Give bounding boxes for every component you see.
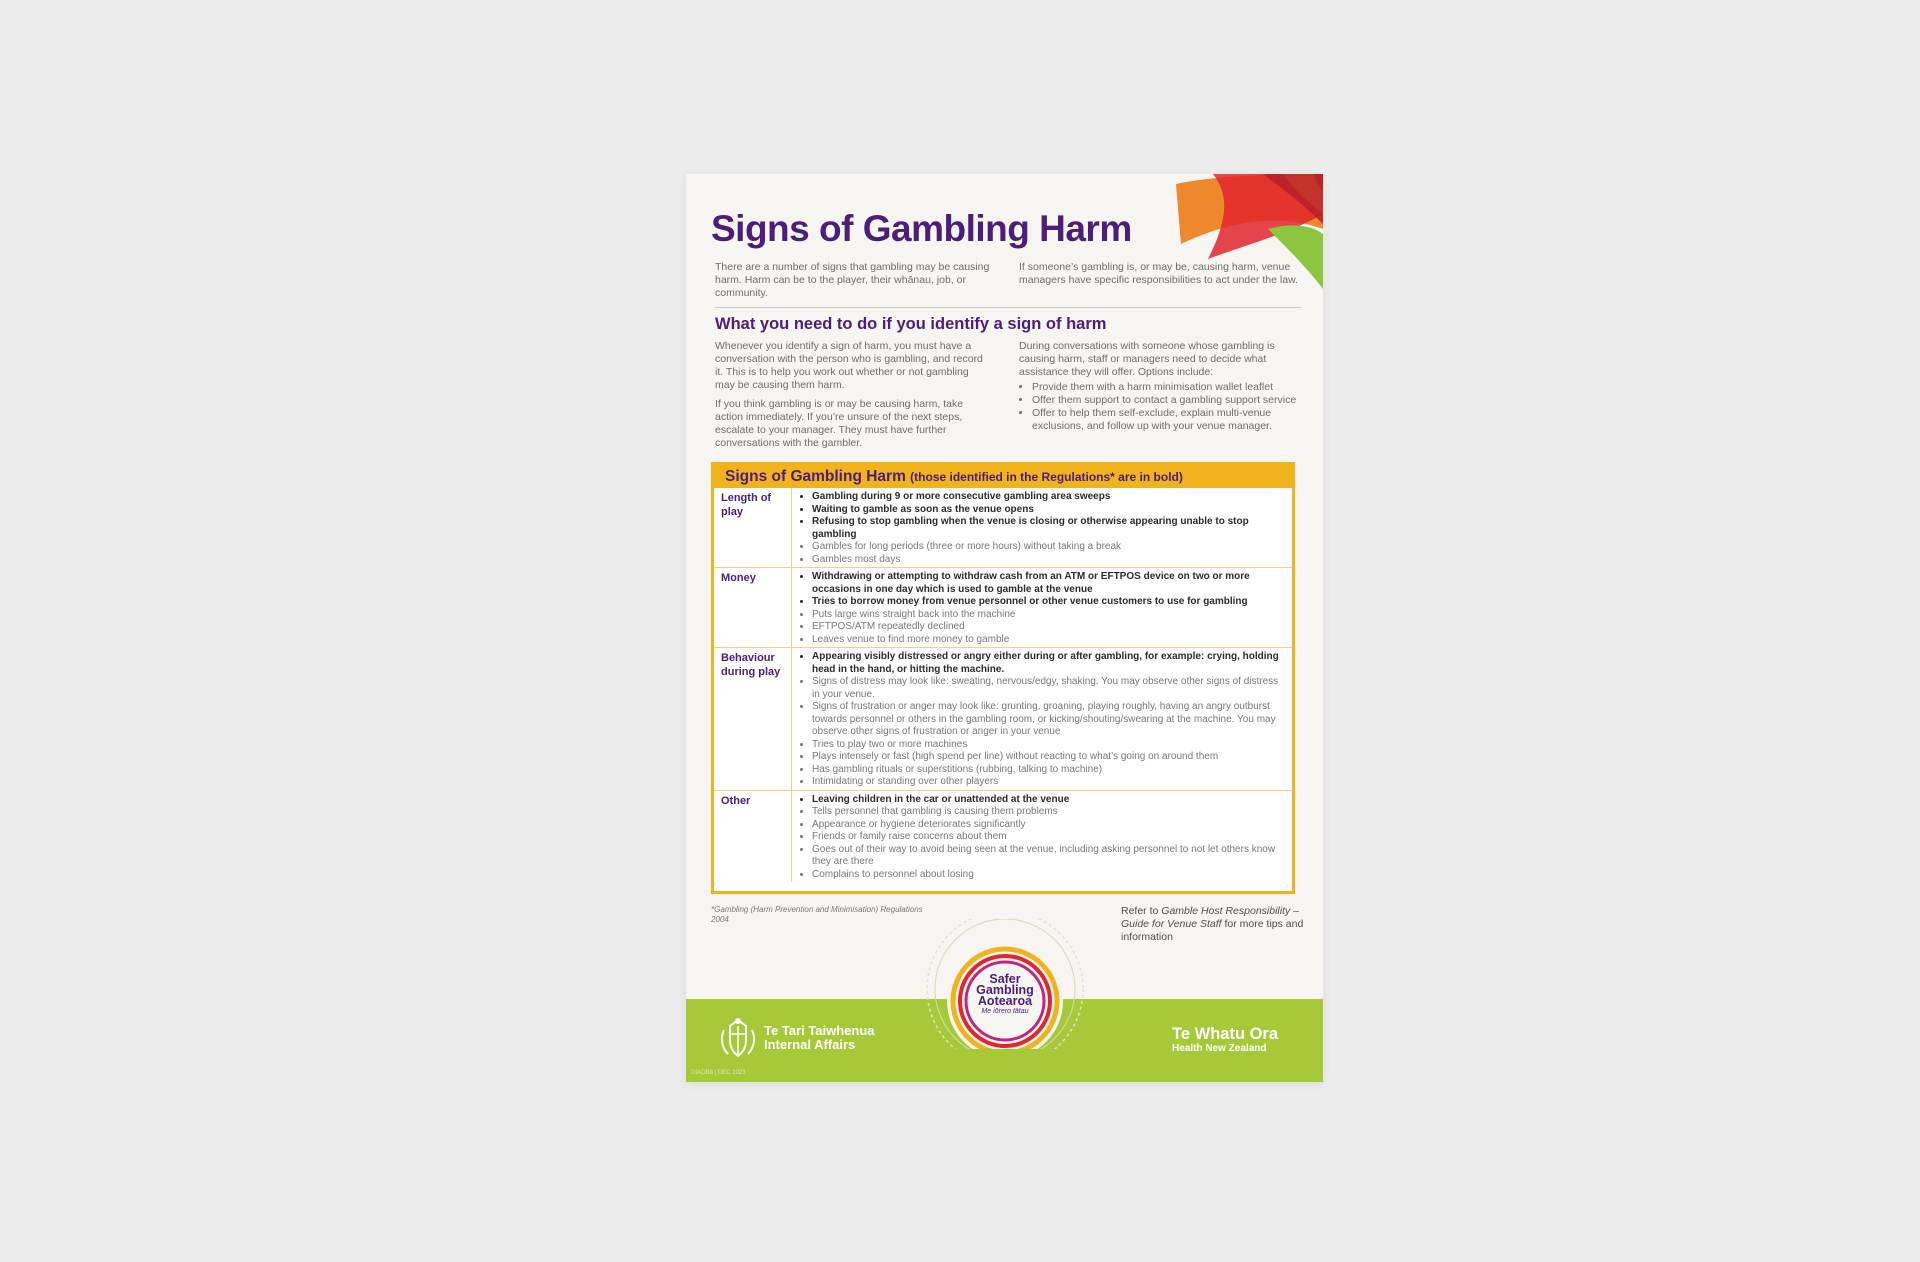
page-title: Signs of Gambling Harm bbox=[711, 208, 1132, 249]
logo-line: Te Tari Taiwhenua bbox=[764, 1023, 875, 1038]
list-item: • Puts large wins straight back into the machine bbox=[812, 609, 1286, 622]
list-item: • Appearance or hygiene deteriorates significantly bbox=[812, 819, 1286, 832]
signs-list bbox=[796, 491, 1286, 566]
list-item: • Withdrawing or attempting to withdraw cash from an ATM or EFTPOS device on two or more occasions in one day which is used to gamble at the venue bbox=[812, 571, 1286, 596]
list-item: • Tries to borrow money from venue personnel or other venue customers to use for gambling bbox=[812, 596, 1286, 609]
list-item: • Refusing to stop gambling when the venue is closing or otherwise appearing unable to stop gambling bbox=[812, 516, 1286, 541]
row-label: Length of play bbox=[714, 488, 792, 567]
signs-table bbox=[711, 462, 1295, 894]
row-label: Other bbox=[714, 791, 792, 883]
row-items bbox=[792, 568, 1292, 647]
list-item: • Offer to help them self-exclude, explain multi-venue exclusions, and follow up with your venue manager. bbox=[1032, 407, 1306, 433]
table-body bbox=[714, 488, 1292, 882]
row-items bbox=[792, 791, 1292, 883]
logo-line: Te Whatu Ora bbox=[1172, 1025, 1279, 1043]
list-item: • Tries to play two or more machines bbox=[812, 739, 1286, 752]
signs-list bbox=[796, 794, 1286, 882]
divider bbox=[715, 307, 1301, 308]
list-item: • Gambles most days bbox=[812, 554, 1286, 567]
row-items bbox=[792, 648, 1292, 790]
list-item: • EFTPOS/ATM repeatedly declined bbox=[812, 621, 1286, 634]
list-item: • Friends or family raise concerns about them bbox=[812, 831, 1286, 844]
table-note: (those identified in the Regulations* are in bold) bbox=[910, 470, 1183, 484]
list-item: • Leaves venue to find more money to gamble bbox=[812, 634, 1286, 647]
list-item: • Waiting to gamble as soon as the venue opens bbox=[812, 504, 1286, 517]
list-item: • Has gambling rituals or superstitions (rubbing, talking to machine) bbox=[812, 764, 1286, 777]
table-row bbox=[714, 791, 1292, 883]
section-left-column bbox=[715, 340, 990, 456]
list-item: • Signs of frustration or anger may look like: grunting, groaning, playing roughly, having an angry outburst towards personnel or others in the gambling room, or kicking/shouting/swearing at the machine. You may observe other signs of frustration or anger in your venue bbox=[812, 701, 1286, 739]
refer-note bbox=[1121, 905, 1306, 944]
list-item: • Leaving children in the car or unattended at the venue bbox=[812, 794, 1286, 807]
logo-line: Safer bbox=[989, 972, 1021, 986]
list-item: • Plays intensely or fast (high spend per line) without reacting to what’s going on around them bbox=[812, 751, 1286, 764]
table-title: Signs of Gambling Harm bbox=[725, 468, 906, 485]
list-item: • Provide them with a harm minimisation wallet leaflet bbox=[1032, 381, 1306, 394]
section-right-column bbox=[1019, 340, 1306, 433]
list-item: • Gambles for long periods (three or more hours) without taking a break bbox=[812, 541, 1286, 554]
te-whatu-ora-logo bbox=[1172, 1026, 1278, 1055]
document-code: DIAOB8 | DEC 2023 bbox=[691, 1070, 746, 1076]
poster-sheet bbox=[686, 174, 1323, 1082]
table-header bbox=[714, 465, 1292, 488]
table-row bbox=[714, 568, 1292, 648]
signs-list bbox=[796, 571, 1286, 646]
safer-gambling-logo bbox=[969, 974, 1041, 1016]
options-list bbox=[1019, 381, 1306, 433]
coat-of-arms-icon bbox=[716, 1016, 760, 1060]
list-item: • Tells personnel that gambling is causing them problems bbox=[812, 806, 1286, 819]
paragraph: Whenever you identify a sign of harm, you must have a conversation with the person who is gambling, and record it. This is to help you work out whether or not gambling may be causing them harm. bbox=[715, 340, 983, 391]
internal-affairs-logo bbox=[716, 1016, 875, 1060]
signs-list bbox=[796, 651, 1286, 789]
row-label: Behaviour during play bbox=[714, 648, 792, 790]
footnote: *Gambling (Harm Prevention and Minimisation) Regulations 2004 bbox=[711, 905, 923, 924]
list-item: • Intimidating or standing over other players bbox=[812, 776, 1286, 789]
list-item: • Appearing visibly distressed or angry either during or after gambling, for example: crying, holding head in the hand, or hitting the machine. bbox=[812, 651, 1286, 676]
logo-line: Internal Affairs bbox=[764, 1037, 856, 1052]
guide-title: Gamble Host Responsibility – Guide for Venue Staff bbox=[1121, 905, 1300, 930]
logo-line: Gambling bbox=[976, 983, 1034, 997]
logo-line: Health New Zealand bbox=[1172, 1043, 1267, 1054]
section-heading: What you need to do if you identify a sign of harm bbox=[715, 315, 1107, 333]
table-row bbox=[714, 488, 1292, 568]
refer-prefix: Refer to bbox=[1121, 905, 1162, 917]
intro-right-text: If someone’s gambling is, or may be, causing harm, venue managers have specific responsibilities to act under the law. bbox=[1019, 261, 1298, 286]
paragraph: During conversations with someone whose gambling is causing harm, staff or managers need to decide what assistance they will offer. Options include: bbox=[1019, 340, 1275, 378]
table-row bbox=[714, 648, 1292, 791]
list-item: • Complains to personnel about losing bbox=[812, 869, 1286, 882]
paragraph: If you think gambling is or may be causing harm, take action immediately. If you’re unsure of the next steps, escalate to your manager. They must have further conversations with the gambler. bbox=[715, 398, 964, 449]
row-label: Money bbox=[714, 568, 792, 647]
logo-line: Aotearoa bbox=[977, 994, 1033, 1008]
list-item: • Goes out of their way to avoid being seen at the venue, including asking personnel to not let others know they are there bbox=[812, 844, 1286, 869]
row-items bbox=[792, 488, 1292, 567]
list-item: • Signs of distress may look like: sweating, nervous/edgy, shaking. You may observe other signs of distress in your venue. bbox=[812, 676, 1286, 701]
list-item: • Gambling during 9 or more consecutive gambling area sweeps bbox=[812, 491, 1286, 504]
refer-suffix: for more tips and information bbox=[1121, 918, 1304, 943]
list-item: • Offer them support to contact a gambling support service bbox=[1032, 394, 1306, 407]
logo-tagline: Me iōrero tātau bbox=[981, 1008, 1029, 1015]
intro-left-text: There are a number of signs that gambling may be causing harm. Harm can be to the player, their whānau, job, or community. bbox=[715, 261, 990, 299]
